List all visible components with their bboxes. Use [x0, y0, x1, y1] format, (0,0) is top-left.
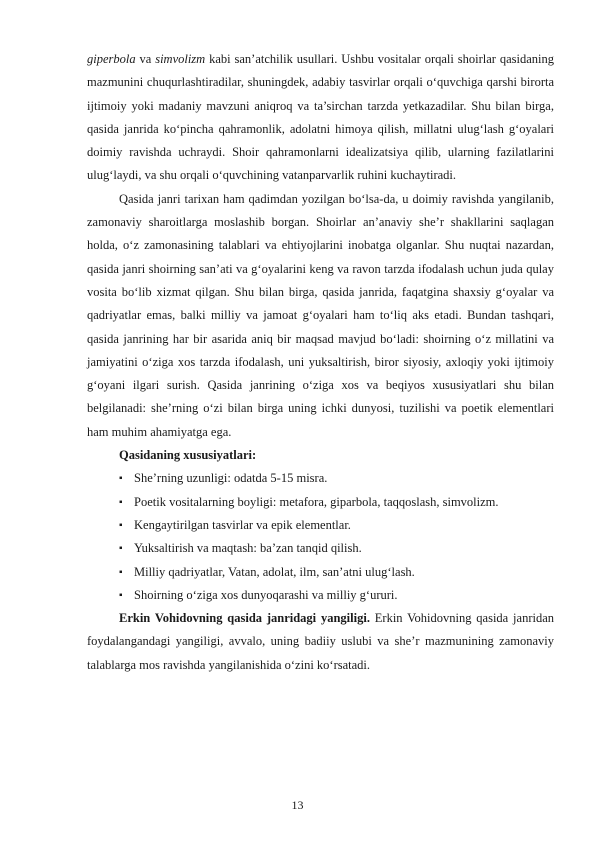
- list-item: [87, 491, 554, 514]
- bullet-icon: ▪: [119, 496, 123, 508]
- list-item: [87, 561, 554, 584]
- list-item: [87, 537, 554, 560]
- bullet-icon: ▪: [119, 589, 123, 601]
- bullet-icon: ▪: [119, 473, 123, 485]
- list-item: [87, 467, 554, 490]
- list-item: [87, 514, 554, 537]
- term-symbolism: simvolizm: [155, 52, 206, 66]
- paragraph-text: Erkin Vohidovning qasida janridan foydalangandagi yangiligi, avvalo, uning badiiy uslubi va she’r mazmunining zamonaviy talablarga mos ravishda yangilanishida o‘zini ko‘rsatadi.: [87, 611, 554, 672]
- paragraph-continuation: [87, 48, 554, 188]
- bullet-icon: ▪: [119, 519, 123, 531]
- list-item-text: Shoirning o‘ziga xos dunyoqarashi va milliy g‘ururi.: [134, 587, 398, 602]
- document-page: [87, 48, 554, 677]
- list-item-text: Kengaytirilgan tasvirlar va epik elementlar.: [134, 517, 351, 532]
- section-lead-title: Erkin Vohidovning qasida janridagi yangiligi.: [119, 611, 370, 626]
- bullet-icon: ▪: [119, 543, 123, 555]
- page-number: 13: [291, 798, 304, 812]
- list-item-text: Yuksaltirish va maqtash: ba’zan tanqid qilish.: [134, 541, 362, 556]
- list-item-text: Milliy qadriyatlar, Vatan, adolat, ilm, san’atni ulug‘lash.: [134, 564, 415, 579]
- bullet-icon: ▪: [119, 566, 123, 578]
- list-item-text: Poetik vositalarning boyligi: metafora, giparbola, taqqoslash, simvolizm.: [134, 494, 499, 509]
- list-item-text: She’rning uzunligi: odatda 5-15 misra.: [134, 471, 328, 486]
- term-hyperbole: giperbola: [87, 52, 136, 66]
- connector-text: va: [135, 52, 156, 66]
- features-heading: Qasidaning xususiyatlari:: [119, 448, 257, 463]
- paragraph-text: kabi san’atchilik usullari. Ushbu vositalar orqali shoirlar qasidaning mazmunini chuqurlashtiradilar, shuningdek, adabiy tasvirlar orqali o‘quvchiga qarshi birorta ijtimoiy yoki madaniy mavzuni aniqroq va ta’sirchan tarzda yetkazadilar. Shu bilan birga, qasida janrida ko‘pincha qahramonlik, adolatni himoya qilish, millatni ulug‘lash g‘oyalari doimiy ravishda uchraydi. Shoir qahramonlarni idealizatsiya qilib, ularning fazilatlarini ulug‘laydi, va shu orqali o‘quvchining vatanparvarlik ruhini kuchaytiradi.: [87, 52, 554, 183]
- list-item: [87, 584, 554, 607]
- paragraph-qasida-history: Qasida janri tarixan ham qadimdan yozilgan bo‘lsa-da, u doimiy ravishda yangilanib, zamonaviy sharoitlarga moslashib borgan. Shoirlar an’anaviy she’r shakllarini saqlagan holda, o‘z zamonasining talablari va ehtiyojlarini inobatga olganlar. Shu nuqtai nazardan, qasida janri shoirning san’ati va g‘oyalarini keng va ravon tarzda ifodalash uchun juda qulay vosita bo‘lib xizmat qilgan. Shu bilan birga, qasida janrida, faqatgina shaxsiy g‘oyalar va qadriyatlar emas, balki milliy va jamoat g‘oyalari ham to‘liq aks etadi. Bundan tashqari, qasida janrining har bir asarida aniq bir maqsad mavjud bo‘ladi: shoirning o‘z millatini va jamiyatini o‘ziga xos tarzda ifodalash, uni yuksaltirish, biror siyosiy, axloqiy yoki ijtimoiy g‘oyani ilgari surish. Qasida janrining o‘ziga xos va beqiyos xususiyatlari shu bilan belgilanadi: she’rning o‘zi bilan birga uning ichki dunyosi, tuzilishi va poetik elementlari ham muhim ahamiyatga ega.: [87, 191, 554, 439]
- paragraph-vohidov-novelty: [87, 607, 554, 677]
- features-list: [87, 467, 554, 607]
